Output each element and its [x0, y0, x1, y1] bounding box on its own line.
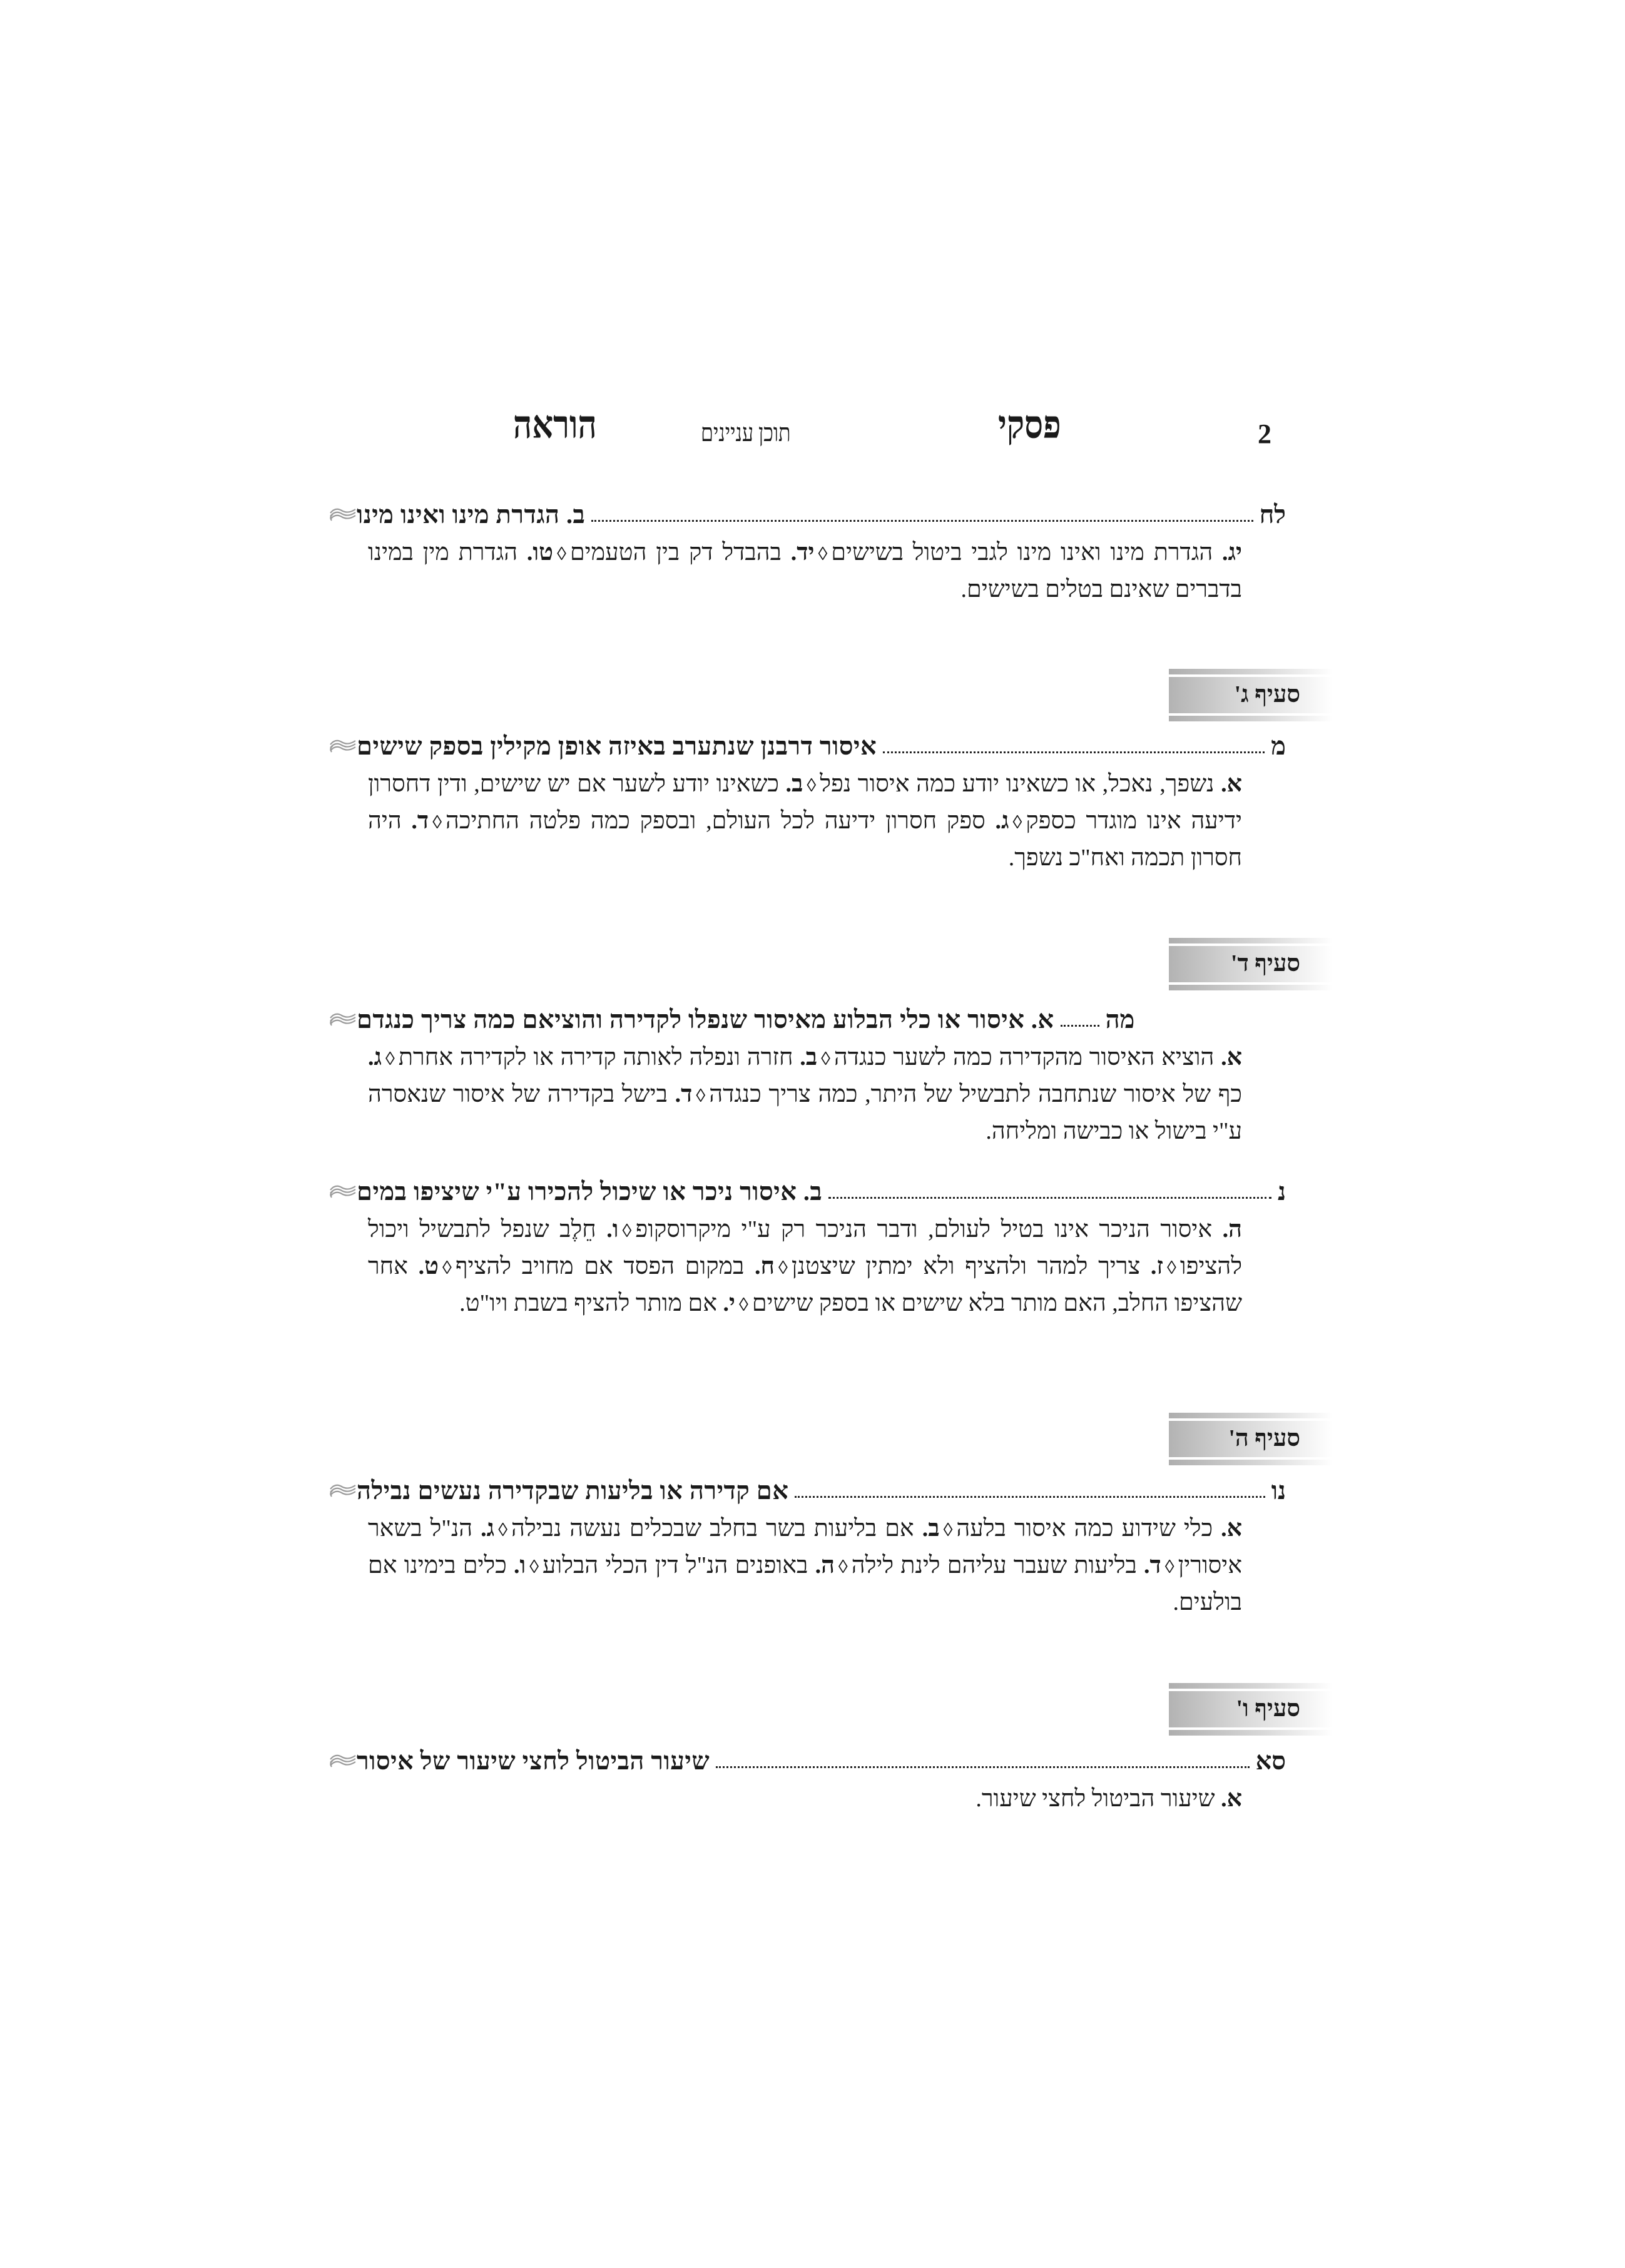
toc-entry[interactable] [319, 999, 1286, 1034]
band-rule [1169, 938, 1333, 943]
diamond-separator: ◊ [778, 1258, 788, 1278]
diamond-separator: ◊ [529, 1557, 539, 1577]
header-title-word-1: פסקי [998, 404, 1061, 447]
dot-leader [883, 751, 1265, 753]
diamond-separator: ◊ [1012, 812, 1022, 833]
section-title: סעיף ה' [1228, 1425, 1300, 1452]
wave-flourish-icon [329, 1182, 357, 1201]
dot-leader [795, 1495, 1265, 1498]
wave-flourish-icon [329, 737, 357, 756]
dot-leader [1061, 1024, 1099, 1027]
header-title-word-2: הוראה [513, 404, 597, 447]
toc-subitems: יג. הגדרת מינו ואינו מינו לגבי ביטול בשישים◊יד. בהבדל דק בין הטעמים◊טו. הגדרת מין במינו בדברים שאינם בטלים בשישים. [368, 539, 1243, 603]
band-rule [1169, 1683, 1333, 1689]
toc-subitems: א. כלי שידוע כמה איסור בלעה◊ב. אם בליעות בשר בחלב שבכלים נעשה נבילה◊ג. הנ"ל בשאר איסורין◊ד. בליעות שעבר עליהם לינת לילה◊ה. באופנים הנ"ל דין הכלי הבלוע◊ו. כלים בימינו אם בולעים. [368, 1515, 1243, 1615]
toc-entry-page: מה [1105, 1005, 1135, 1034]
section-header [1169, 1413, 1333, 1465]
diamond-separator: ◊ [442, 1258, 452, 1278]
section-header [1169, 1683, 1333, 1736]
toc-entry[interactable] [319, 1470, 1286, 1505]
diamond-separator: ◊ [622, 1221, 632, 1241]
toc-entry-page: נ [1277, 1177, 1286, 1206]
toc-entry[interactable] [319, 1171, 1286, 1206]
band-rule [1169, 1460, 1333, 1465]
toc-entry-page: סא [1255, 1747, 1286, 1775]
band-rule [1169, 716, 1333, 721]
toc-entry[interactable] [319, 726, 1286, 761]
header-subtitle: תוכן עניינים [701, 419, 791, 447]
diamond-separator: ◊ [385, 1049, 395, 1069]
diamond-separator: ◊ [498, 1520, 508, 1540]
diamond-separator: ◊ [943, 1520, 953, 1540]
section-title: סעיף ד' [1230, 950, 1300, 977]
band-rule [1169, 985, 1333, 990]
toc-entry-title: שיעור הביטול לחצי שיעור של איסור [357, 1747, 710, 1775]
toc-entry-page: נו [1271, 1477, 1286, 1505]
toc-entry-page: לח [1259, 501, 1286, 529]
diamond-separator: ◊ [739, 1294, 748, 1315]
toc-entry-title: איסור דרבנן שנתערב באיזה אופן מקילין בספק שישים [357, 732, 877, 760]
diamond-separator: ◊ [838, 1557, 848, 1577]
toc-entry-title: ב. איסור ניכר או שיכול להכירו ע"י שיציפו במים [357, 1177, 823, 1206]
wave-flourish-icon [329, 1010, 357, 1029]
toc-subitems: א. הוציא האיסור מהקדירה כמה לשער כנגדה◊ב. חזרה ונפלה לאותה קדירה או לקדירה אחרת◊ג. כף של איסור שנתחבה לתבשיל של היתר, כמה צריך כנגדה◊ד. בישל בקדירה של איסור שנאסרה ע"י בישול או כבישה ומליחה. [368, 1044, 1243, 1144]
toc-entry-title: אם קדירה או בליעות שבקדירה נעשים נבילה [357, 1477, 789, 1505]
toc-subitems: ה. איסור הניכר אינו בטיל לעולם, ודבר הניכר רק ע"י מיקרוסקופ◊ו. חֵלֶב שנפל לתבשיל ויכול להציפו◊ז. צריך למהר ולהציף ולא ימתין שיצטנן◊ח. במקום הפסד אם מחויב להציף◊ט. אחר שהציפו החלב, האם מותר בלא שישים או בספק שישים◊י. אם מותר להציף בשבת ויו"ט. [368, 1216, 1242, 1316]
section-header [1169, 669, 1333, 721]
page-number: 2 [1258, 419, 1271, 449]
dot-leader [828, 1196, 1271, 1199]
diamond-separator: ◊ [696, 1086, 706, 1106]
toc-entry-title: א. איסור או כלי הבלוע מאיסור שנפלו לקדירה והוציאם כמה צריך כנגדם [357, 1005, 1054, 1034]
diamond-separator: ◊ [821, 1049, 830, 1069]
diamond-separator: ◊ [1167, 1258, 1176, 1278]
wave-flourish-icon [329, 506, 357, 524]
band-rule [1169, 1730, 1333, 1736]
diamond-separator: ◊ [557, 544, 566, 564]
toc-entry[interactable] [319, 1741, 1286, 1776]
diamond-separator: ◊ [807, 775, 817, 796]
wave-flourish-icon [329, 1482, 357, 1500]
wave-flourish-icon [329, 1752, 357, 1771]
diamond-separator: ◊ [432, 812, 442, 833]
toc-subitems: א. נשפך, נאכל, או כשאינו יודע כמה איסור נפל◊ב. כשאינו יודע לשער אם יש שישים, ודין דחסרון ידיעה אינו מוגדר כספק◊ג. ספק חסרון ידיעה לכל העולם, ובספק כמה פלטה החתיכה◊ד. היה חסרון תכמה ואח"כ נשפך. [368, 771, 1243, 871]
section-title: סעיף ו' [1236, 1696, 1300, 1722]
toc-entry-title: ב. הגדרת מינו ואינו מינו [357, 501, 586, 529]
toc-entry-page: מ [1271, 732, 1286, 760]
dot-leader [591, 519, 1253, 522]
band-rule [1169, 1413, 1333, 1418]
diamond-separator: ◊ [818, 544, 828, 564]
diamond-separator: ◊ [1164, 1557, 1174, 1577]
dot-leader [716, 1766, 1249, 1768]
section-title: סעיף ג' [1234, 681, 1300, 708]
toc-entry[interactable] [319, 494, 1286, 529]
band-rule [1169, 669, 1333, 674]
toc-subitems: א. שיעור הביטול לחצי שיעור. [976, 1786, 1242, 1812]
section-header [1169, 938, 1333, 990]
